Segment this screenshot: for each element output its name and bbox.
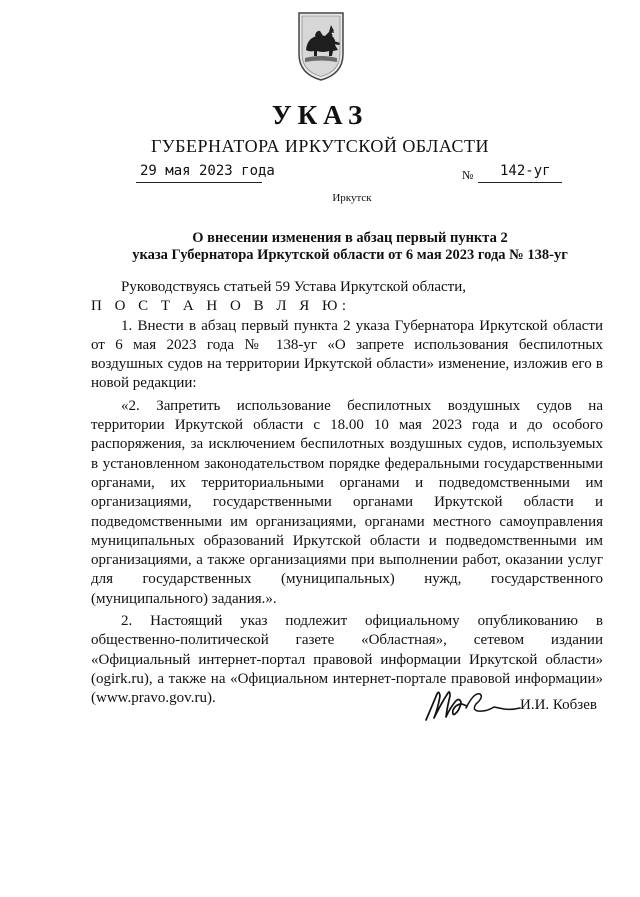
subject-line-1: О внесении изменения в абзац первый пункта 2: [192, 230, 508, 246]
quoted-wording-paragraph: «2. Запретить использование беспилотных воздушных судов на территории Иркутской области с 18.00 10 мая 2023 года и до особого распоряжения, за исключением беспилотных воздушных судов, используемых в установленном законодательством порядке федеральными государственными органами, их территориальными органами и подведомственными им организациями, государственными органами Иркутской области и подведомственными им организациями, органами местного самоуправления муниципальных образований Иркутской области и подведомственными им организациями, а также организациями при выполнении работ, оказании услуг для государственных (муниципальных) нужд, государственного (муниципального) задания.».: [91, 397, 603, 607]
decree-number: 142-уг: [500, 163, 551, 179]
item-1-paragraph: 1. Внести в абзац первый пункта 2 указа Губернатора Иркутской области от 6 мая 2023 года № 138-уг «О запрете использования беспилотных воздушных судов на территории Иркутской области» изменение, изложив его в новой редакции:: [91, 317, 603, 392]
city-name: Иркутск: [332, 192, 372, 204]
date-underline: [136, 182, 262, 183]
handwritten-signature: [422, 680, 522, 724]
item-2-paragraph: 2. Настоящий указ подлежит официальному опубликованию в общественно-политической газете «Областная», сетевом издании «Официальный интернет-портал правовой информации Иркутской области» (ogirk.ru), а также на «Официальном интернет-портале правовой информации» (www.pravo.gov.ru).: [91, 613, 603, 707]
decree-body: [91, 278, 603, 709]
decree-word: П О С Т А Н О В Л Я Ю:: [91, 298, 351, 315]
irkutsk-coat-of-arms-icon: [296, 10, 346, 82]
number-sign: №: [462, 168, 474, 182]
subject-line-2: указа Губернатора Иркутской области от 6 мая 2023 года № 138-уг: [132, 247, 568, 263]
document-title: УКАЗ: [271, 100, 369, 130]
number-underline: [478, 182, 562, 183]
issuer-title: ГУБЕРНАТОРА ИРКУТСКОЙ ОБЛАСТИ: [150, 136, 490, 156]
basis-paragraph: Руководствуясь статьей 59 Устава Иркутской области,: [121, 279, 467, 295]
decree-date: 29 мая 2023 года: [140, 163, 275, 179]
signer-name: И.И. Кобзев: [520, 697, 597, 713]
